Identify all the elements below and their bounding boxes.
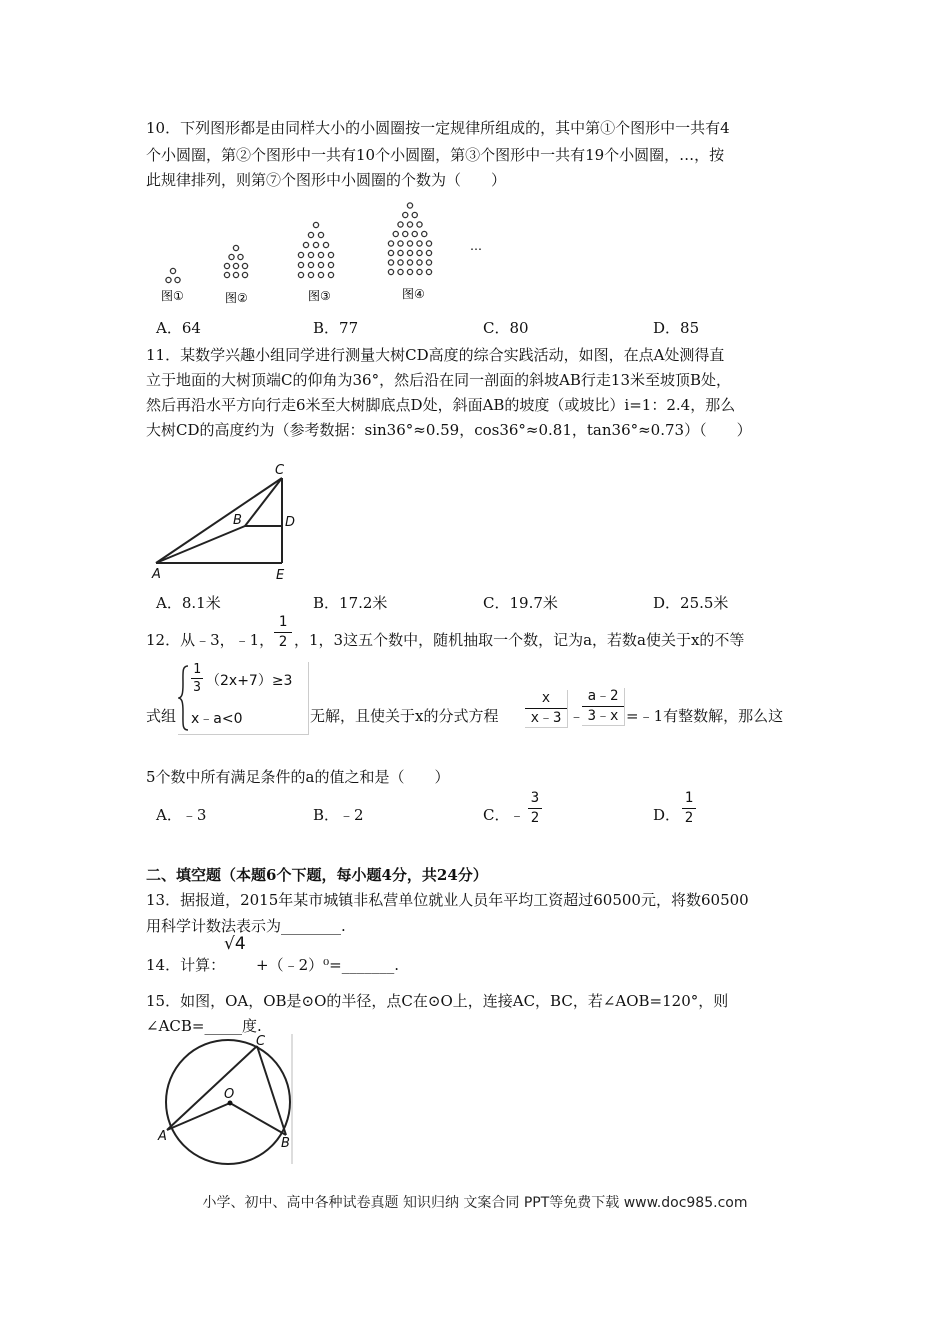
q12-option-d-num: 1	[684, 790, 694, 806]
q15-line2: ∠ACB=_____度.	[146, 1017, 262, 1035]
q12-line3: 5个数中所有满足条件的a的值之和是（ ）	[146, 768, 450, 786]
q11-option-a: A．8.1米	[156, 594, 221, 612]
q14-lead: 14．计算：	[146, 956, 226, 974]
q12-half-den: 2	[278, 634, 288, 650]
q12-option-d-fraction	[682, 790, 696, 827]
q12-frac2-den: 3﹣x	[587, 708, 619, 724]
q15-label-o: O	[224, 1087, 235, 1102]
q11-label-c: C	[275, 463, 285, 478]
q12-option-d-den: 2	[684, 810, 694, 826]
q10-line3: 此规律排列，则第⑦个图形中小圆圈的个数为（ ）	[146, 171, 507, 189]
q12-option-c-fraction	[528, 790, 542, 827]
q12-after-half: ，1，3这五个数中，随机抽取一个数，记为a，若数a使关于x的不等	[294, 631, 745, 649]
q12-tail: =﹣1有整数解，那么这	[626, 707, 784, 725]
q12-option-b: B．﹣2	[313, 806, 364, 824]
q11-option-d: D．25.5米	[653, 594, 729, 612]
q12-sys-row1: （2x+7）≥3	[206, 673, 293, 689]
q11-line2: 立于地面的大树顶端C的仰角为36°，然后沿在同一剖面的斜坡AB行走13米至坡顶B处，	[146, 371, 732, 389]
q10-option-b: B．77	[313, 319, 359, 337]
q12-half-num: 1	[278, 614, 288, 630]
q10-fig-label-4: 图④	[402, 287, 425, 301]
q15-line1: 15．如图，OA，OB是⊙O的半径，点C在⊙O上，连接AC，BC，若∠AOB=120°，则	[146, 992, 729, 1010]
q12-brace-icon	[178, 664, 190, 732]
q13-line2: 用科学计数法表示为________.	[146, 917, 346, 935]
q10-option-a: A．64	[156, 319, 201, 337]
q12-option-c: C．﹣	[483, 806, 525, 824]
q12-frac1-num: x	[541, 690, 551, 706]
q11-line4: 大树CD的高度约为（参考数据：sin36°≈0.59，cos36°≈0.81，tan36°≈0.73）（ ）	[146, 421, 752, 439]
q12-frac1-den: x﹣3	[530, 710, 562, 726]
q12-mid: 无解，且使关于x的分式方程	[310, 707, 499, 725]
q10-circle-pattern-figure	[148, 190, 488, 310]
q11-option-b: B．17.2米	[313, 594, 388, 612]
q11-option-c: C．19.7米	[483, 594, 558, 612]
q12-inequality-system	[178, 662, 309, 735]
q10-ellipsis: …	[470, 239, 482, 253]
q11-label-e: E	[276, 568, 285, 583]
q10-option-d: D．85	[653, 319, 700, 337]
q15-circle-figure	[156, 1030, 296, 1170]
q12-system-prefix: 式组	[146, 707, 177, 725]
q15-label-a: A	[158, 1129, 167, 1144]
q12-option-d: D．	[653, 806, 681, 824]
q12-frac2-num: a﹣2	[587, 688, 619, 704]
q10-line1: 10．下列图形都是由同样大小的小圆圈按一定规律所组成的，其中第①个图形中一共有4	[146, 119, 730, 137]
q12-minus: ﹣	[569, 707, 585, 725]
q12-sys-third-fraction	[191, 662, 203, 695]
q11-label-b: B	[233, 513, 242, 528]
q10-fig-label-3: 图③	[308, 289, 331, 303]
q10-line2: 个小圆圈，第②个图形中一共有10个小圆圈，第③个图形中一共有19个小圆圈，…，按	[146, 146, 725, 164]
q10-fig-label-2: 图②	[225, 291, 248, 305]
page-footer: 小学、初中、高中各种试卷真题 知识归纳 文案合同 PPT等免费下载 www.doc985.com	[202, 1195, 748, 1211]
q11-line1: 11．某数学兴趣小组同学进行测量大树CD高度的综合实践活动，如图，在点A处测得直	[146, 346, 725, 364]
q13-line1: 13．据报道，2015年某市城镇非私营单位就业人员年平均工资超过60500元，将数60500	[146, 891, 749, 909]
q12-half-fraction	[274, 614, 292, 651]
q12-frac2	[582, 688, 625, 726]
q10-fig-label-1: 图①	[161, 289, 184, 303]
q11-label-a: A	[152, 567, 161, 582]
q12-sys-third-num: 1	[193, 662, 201, 677]
q15-label-c: C	[256, 1034, 266, 1049]
q10-option-c: C．80	[483, 319, 529, 337]
q12-option-c-num: 3	[530, 790, 540, 806]
q12-frac1	[525, 690, 568, 728]
q12-option-a: A．﹣3	[156, 806, 207, 824]
q12-option-c-den: 2	[530, 810, 540, 826]
q12-sys-row2: x﹣a<0	[191, 711, 243, 727]
q14-rest: +（﹣2）⁰=_______.	[256, 956, 399, 974]
q11-line3: 然后再沿水平方向行走6米至大树脚底点D处，斜面AB的坡度（或坡比）i=1：2.4，那么	[146, 396, 736, 414]
q12-lead: 12．从﹣3，﹣1，	[146, 631, 275, 649]
q11-slope-tree-figure	[148, 458, 308, 584]
q12-sys-third-den: 3	[193, 680, 201, 695]
q14-sqrt: √4	[224, 934, 246, 954]
section-2-heading: 二、填空题（本题6个下题，每小题4分，共24分）	[146, 866, 488, 884]
q15-label-b: B	[281, 1136, 290, 1151]
q11-label-d: D	[285, 515, 296, 530]
